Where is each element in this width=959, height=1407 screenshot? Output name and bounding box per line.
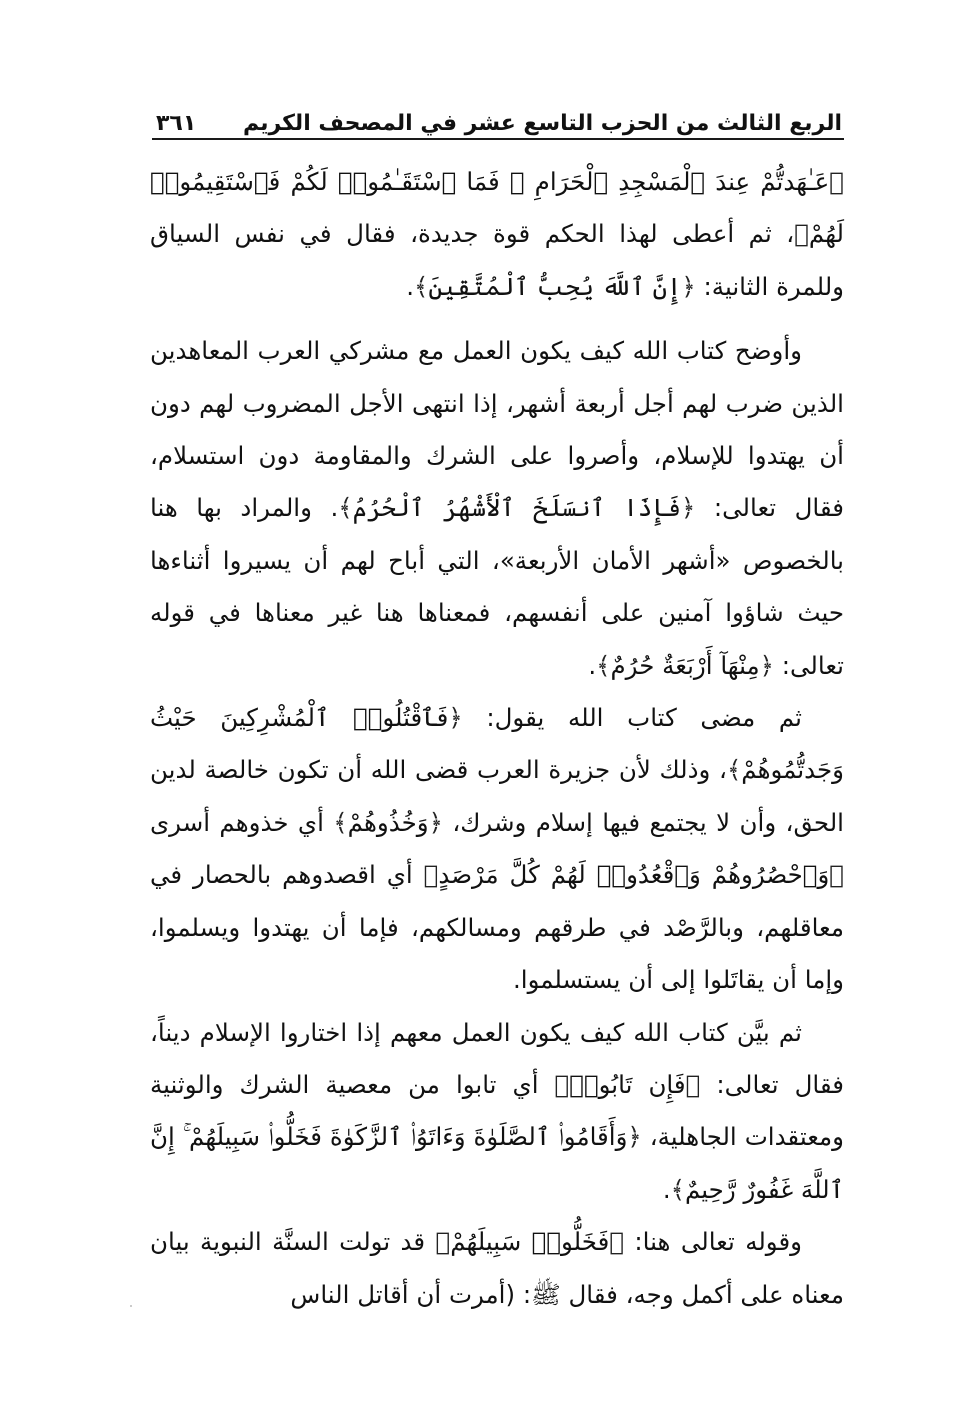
verse-text: فَإِذَا ٱنسَلَخَ ٱلْأَشْهُرُ ٱلْحُرُمُ [352, 493, 681, 523]
verse-text: إِنَّ ٱللَّهَ يُحِبُّ ٱلْمُتَّقِينَ [428, 271, 682, 301]
text-run: ثم مضى كتاب الله يقول: [462, 703, 802, 733]
verse-close-bracket: ﴾ [333, 807, 348, 837]
verse-open-bracket: ﴿ [609, 1227, 625, 1257]
verse-open-bracket: ﴿ [627, 1122, 642, 1152]
page-body [150, 156, 844, 1321]
verse-open-bracket: ﴿ [685, 1069, 701, 1099]
quran-verse [436, 1227, 625, 1256]
print-speck [130, 1305, 132, 1307]
verse-close-bracket: ﴾ [554, 1069, 570, 1099]
text-run: أي اقصدوهم بالحصار في معاقلهم، وبالرَّصْد في طرقهم ومسالكهم، فإما أن يهتدوا ويسلموا، وإما أن يقاتَلوا إلى أن يستسلموا. [150, 860, 844, 995]
verse-close-bracket: ﴾ [338, 493, 353, 523]
verse-open-bracket: ﴿ [681, 271, 696, 301]
verse-open-bracket: ﴿ [448, 703, 463, 733]
paragraph [150, 156, 844, 313]
verse-close-bracket: ﴾ [794, 219, 809, 249]
verse-open-bracket: ﴿ [680, 493, 696, 523]
verse-text: فَخَلُّوا۟ سَبِيلَهُمْ [450, 1227, 610, 1257]
quran-verse [555, 1070, 701, 1099]
text-run: ، وذلك لأن جزيرة العرب قضى الله أن تكون خالصة لدين الحق، وأن لا يجتمع فيها إسلام وشرك، [150, 755, 844, 837]
verse-text: وَأَقَامُوا۟ ٱلصَّلَوٰةَ وَءَاتَوُا۟ ٱلزَّكَوٰةَ فَخَلُّوا۟ سَبِيلَهُمْ ۚ إِنَّ ٱللَّهَ غَفُورٌ رَّحِيمٌ [150, 1122, 844, 1204]
quran-verse [424, 860, 844, 889]
text-run: . [406, 271, 414, 301]
quran-verse [338, 493, 695, 522]
verse-open-bracket: ﴿ [829, 167, 844, 196]
verse-open-bracket: ﴿ [428, 807, 443, 837]
page-number: ٣٦١ [156, 111, 197, 136]
verse-text: وَخُذُوهُمْ [347, 807, 429, 837]
quran-verse [414, 272, 696, 301]
verse-text: عَـٰهَدتُّمْ عِندَ ٱلْمَسْجِدِ ٱلْحَرَامِ ۖ فَمَا ٱسْتَقَـٰمُوا۟ لَكُمْ فَٱسْتَقِيمُوا۟ لَهُمْ [150, 167, 844, 249]
verse-text: مِنْهَآ أَرْبَعَةٌ حُرُمٌ [610, 650, 760, 680]
text-run: ثم بيَّن كتاب الله كيف يكون العمل معهم إذا اختاروا الإسلام ديناً، فقال تعالى: [150, 1017, 844, 1099]
header-title: الربع الثالث من الحزب التاسع عشر في المصحف الكريم [242, 111, 842, 136]
paragraph [150, 1216, 844, 1321]
verse-close-bracket: ﴾ [413, 271, 429, 301]
verse-close-bracket: ﴾ [596, 650, 611, 680]
verse-text: وَٱحْصُرُوهُمْ وَٱقْعُدُوا۟ لَهُمْ كُلَّ مَرْصَدٍ [438, 860, 830, 890]
verse-text: فَٱقْتُلُوا۟ ٱلْمُشْرِكِينَ حَيْثُ وَجَدتُّمُوهُمْ [150, 703, 844, 785]
running-header [152, 96, 842, 138]
verse-text: فَإِن تَابُوا۟ [569, 1069, 686, 1099]
verse-close-bracket: ﴾ [670, 1174, 685, 1204]
text-run: أي تابوا من معصية الشرك والوثنية ومعتقدات الجاهلية، [150, 1069, 844, 1152]
text-run: وقوله تعالى هنا: [624, 1227, 802, 1257]
paragraph [150, 692, 844, 1006]
verse-close-bracket: ﴾ [423, 860, 439, 890]
verse-close-bracket: ﴾ [435, 1227, 451, 1257]
verse-open-bracket: ﴿ [829, 860, 844, 890]
text-run: ، ثم أعطى لهذا الحكم قوة جديدة، فقال في نفس السياق وللمرة الثانية: [150, 219, 844, 301]
verse-close-bracket: ﴾ [726, 755, 742, 785]
text-run: قد تولت السنَّة النبوية بيان معناه على أكمل وجه، فقال ﷺ: (أمرت أن أقاتل الناس [150, 1227, 844, 1309]
quran-verse [596, 651, 774, 680]
paragraph [150, 325, 844, 692]
text-run: . والمراد بها هنا بالخصوص «أشهر الأمان الأربعة»، التي أباح لهم أن يسيروا أثناءها حيث شاؤوا آمنين على أنفسهم، فمعناها هنا غير معناها في قوله تعالى: [150, 493, 844, 680]
quran-verse [333, 808, 443, 837]
header-rule [152, 138, 844, 140]
verse-open-bracket: ﴿ [759, 650, 774, 680]
text-run: . [662, 1174, 671, 1204]
paragraph [150, 1007, 844, 1217]
text-run: أي خذوهم أسرى [150, 807, 334, 837]
text-run: وأوضح كتاب الله كيف يكون العمل مع مشركي العرب المعاهدين الذين ضرب لهم أجل أربعة أشهر، إذا انتهى الأجل المضروب لهم دون أن يهتدوا للإسلام، وأصروا على الشرك والمقاومة دون استسلام، فقال تعالى: [150, 336, 845, 523]
text-run: . [588, 650, 597, 680]
